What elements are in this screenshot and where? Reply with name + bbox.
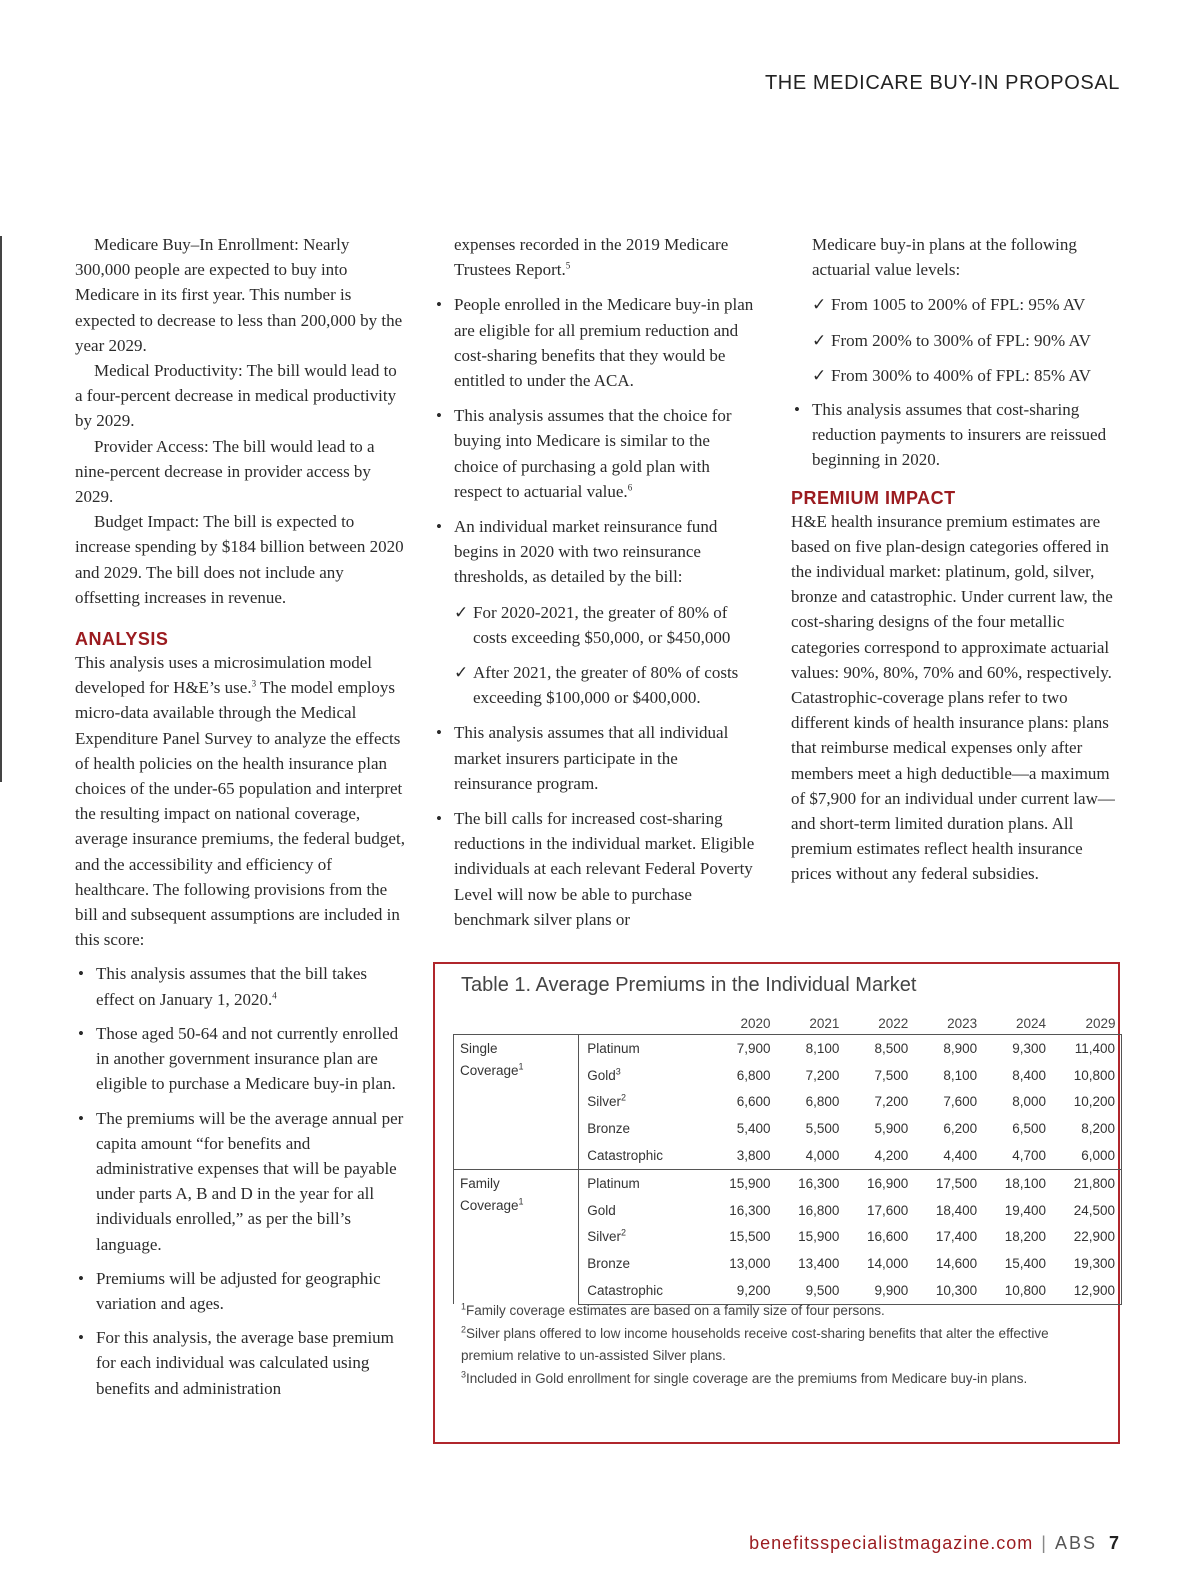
assumptions-list-end	[791, 397, 1121, 473]
footnote: $^1$Family coverage estimates are based on a family size of four persons.	[461, 1301, 885, 1318]
enrollment-paragraph: Medicare Buy–In Enrollment: Nearly 300,000 people are expected to buy into Medicare in its first year. This number is expected to decrease to less than 200,000 by the year 2029.	[75, 235, 403, 355]
premium-cell: 17,600	[866, 1202, 909, 1218]
premium-cell: 17,500	[914, 1169, 983, 1196]
premium-cell: 6,500	[1012, 1121, 1047, 1137]
premium-cell: 8,400	[1012, 1067, 1047, 1083]
premium-cell: 17,400	[935, 1229, 978, 1245]
premium-impact-heading: PREMIUM IMPACT	[791, 487, 956, 508]
page-header-title: THE MEDICARE BUY-IN PROPOSAL	[764, 72, 1120, 94]
premium-cell: 5,500	[805, 1121, 840, 1137]
plan-type: Bronze	[587, 1121, 631, 1137]
list-item: • This analysis assumes that the choice for buying into Medicare is similar to the choice of purchasing a gold plan with respect to actuarial value.$^6$	[433, 403, 758, 504]
premium-cell: 22,900	[1052, 1224, 1121, 1251]
year-header: 2022	[878, 1015, 909, 1031]
premium-cell: 15,900	[798, 1229, 840, 1245]
premium-cell: 18,200	[1004, 1229, 1047, 1245]
premium-cell: 5,400	[736, 1121, 771, 1137]
year-header: 2021	[809, 1015, 840, 1031]
year-header: 2029	[1085, 1015, 1116, 1031]
list-item: • The bill calls for increased cost-sharing reductions in the individual market. Eligible individuals at each relevant Federal Poverty Level will now be able to purchase benchmark silver plans or	[433, 806, 758, 932]
footer-publication: ABS	[1054, 1533, 1097, 1553]
premium-cell: 8,500	[845, 1035, 914, 1062]
table-row	[454, 1169, 1122, 1196]
plan-type: Silver$^2$	[587, 1227, 627, 1245]
premiums-table	[453, 1012, 1122, 1305]
premium-cell: 19,300	[1052, 1250, 1121, 1277]
premium-cell: 16,300	[777, 1169, 846, 1196]
check-mark-icon: ✓	[454, 602, 469, 622]
premium-cell: 15,900	[708, 1169, 777, 1196]
premium-cell: 14,600	[935, 1256, 978, 1272]
premium-cell: 13,400	[798, 1256, 840, 1272]
list-item: • For this analysis, the average base premium for each individual was calculated using benefits and administration	[75, 1325, 407, 1401]
check-mark-icon: ✓	[812, 330, 827, 350]
check-mark-icon: ✓	[454, 663, 469, 683]
premium-cell: 6,200	[943, 1121, 978, 1137]
premiums-table-box	[433, 962, 1120, 1444]
page-number: 7	[1108, 1533, 1120, 1553]
premium-cell: 7,200	[805, 1067, 840, 1083]
list-item: • This analysis assumes that cost-sharing reduction payments to insurers are reissued beginning in 2020.	[791, 397, 1121, 473]
premium-cell: 9,300	[983, 1035, 1052, 1062]
plan-type: Gold$^3$	[587, 1066, 621, 1083]
premium-cell: 7,600	[943, 1094, 978, 1110]
premium-cell: 24,500	[1052, 1197, 1121, 1224]
premium-cell: 16,900	[845, 1169, 914, 1196]
check-item: ✓ From 200% to 300% of FPL: 90% AV	[812, 328, 1121, 353]
column-1	[75, 232, 407, 1401]
assumptions-list	[75, 961, 407, 1400]
column-3	[791, 232, 1121, 887]
premium-cell: 15,500	[729, 1229, 771, 1245]
premium-cell: 14,000	[866, 1256, 909, 1272]
premium-cell: 6,600	[736, 1094, 771, 1110]
premium-cell: 4,400	[943, 1148, 978, 1164]
plan-type: Platinum	[579, 1169, 708, 1196]
premium-cell: 4,200	[874, 1148, 909, 1164]
table-footnotes	[461, 1300, 1101, 1390]
check-item: ✓ After 2021, the greater of 80% of costs exceeding $100,000 or $400,000.	[454, 660, 758, 710]
premium-cell: 19,400	[1004, 1202, 1047, 1218]
footnote: $^2$Silver plans offered to low income households receive cost-sharing benefits that alter the effective premium relative to un-assisted Silver plans.	[461, 1324, 1049, 1363]
premium-cell: 10,300	[914, 1277, 983, 1304]
plan-type: Bronze	[587, 1256, 631, 1272]
list-item: • This analysis assumes that all individual market insurers participate in the reinsurance program.	[433, 720, 758, 796]
premium-impact-paragraph: H&E health insurance premium estimates are based on five plan-design categories offered in the individual market: platinum, gold, silver, bronze and catastrophic. Under current law, the cost-sharing designs of the four metallic categories correspond to approximate actuarial values: 90%, 80%, 70% and 60%, respectively. Catastrophic-coverage plans refer to two different kinds of health insurance plans: plans that reimburse medical expenses only after members meet a high deductible—a maximum of $7,900 for an individual under current law—and short-term limited duration plans. All premium estimates reflect health insurance prices without any federal subsidies.	[791, 511, 1115, 884]
premium-cell: 4,700	[1012, 1148, 1047, 1164]
assumptions-list-continued	[433, 292, 758, 932]
check-mark-icon: ✓	[812, 295, 827, 315]
year-header: 2023	[947, 1015, 978, 1031]
premium-cell: 21,800	[1052, 1169, 1121, 1196]
premium-cell: 6,800	[736, 1067, 771, 1083]
premium-cell: 7,200	[874, 1094, 909, 1110]
plan-type: Platinum	[579, 1035, 708, 1062]
check-mark-icon: ✓	[812, 365, 827, 385]
premium-cell: 18,100	[983, 1169, 1052, 1196]
list-item: • An individual market reinsurance fund begins in 2020 with two reinsurance thresholds, as detailed by the bill: ✓ For 2020-2021, the greater of 80% of costs exceeding $50,000, or $450,000 ✓ After 2021, the greater of 80% of costs exceeding $100,000 or $400,000.	[433, 514, 758, 710]
provider-access-paragraph: Provider Access: The bill would lead to a nine-percent decrease in provider access by 2029.	[75, 436, 375, 507]
actuarial-value-list	[791, 292, 1121, 388]
premium-cell: 8,100	[943, 1067, 978, 1083]
premium-cell: 8,100	[777, 1035, 846, 1062]
premium-cell: 7,900	[708, 1035, 777, 1062]
premium-cell: 9,900	[845, 1277, 914, 1304]
premium-cell: 16,800	[798, 1202, 840, 1218]
table-header-blank	[579, 1012, 708, 1035]
footnote: $^3$Included in Gold enrollment for single coverage are the premiums from Medicare buy-in plans.	[461, 1369, 1028, 1386]
left-margin-rule	[0, 236, 2, 782]
analysis-heading: ANALYSIS	[75, 629, 169, 650]
premium-cell: 9,500	[777, 1277, 846, 1304]
premium-cell: 9,200	[708, 1277, 777, 1304]
budget-impact-paragraph: Budget Impact: The bill is expected to increase spending by $184 billion between 2020 and 2029. The bill does not include any offsetting increases in revenue.	[75, 512, 404, 607]
premium-cell: 8,900	[914, 1035, 983, 1062]
plan-type: Silver$^2$	[587, 1092, 627, 1110]
premium-cell: 4,000	[805, 1148, 840, 1164]
premium-cell: 18,400	[935, 1202, 978, 1218]
table-header-blank	[454, 1012, 579, 1035]
continued-paragraph: expenses recorded in the 2019 Medicare Trustees Report.$^5$	[454, 235, 729, 280]
continued-paragraph: Medicare buy-in plans at the following actuarial value levels:	[812, 235, 1077, 280]
productivity-paragraph: Medical Productivity: The bill would lead to a four-percent decrease in medical productivity by 2029.	[75, 361, 397, 431]
table-row	[454, 1035, 1122, 1062]
premium-cell: 8,200	[1052, 1115, 1121, 1142]
premium-cell: 12,900	[1052, 1277, 1121, 1304]
check-item: ✓ From 1005 to 200% of FPL: 95% AV	[812, 292, 1121, 317]
footer-separator: |	[1041, 1533, 1047, 1553]
footer-site: benefitsspecialistmagazine.com	[749, 1533, 1034, 1553]
premium-cell: 16,300	[729, 1202, 771, 1218]
plan-type: Catastrophic	[587, 1148, 664, 1164]
premium-cell: 6,800	[805, 1094, 840, 1110]
check-item: ✓ For 2020-2021, the greater of 80% of costs exceeding $50,000, or $450,000	[454, 600, 758, 650]
premium-cell: 10,800	[983, 1277, 1052, 1304]
page-footer	[749, 1533, 1120, 1554]
list-item: • People enrolled in the Medicare buy-in plan are eligible for all premium reduction and cost-sharing benefits that they would be entitled to under the ACA.	[433, 292, 758, 393]
premium-cell: 10,800	[1052, 1062, 1121, 1089]
list-item: • Those aged 50-64 and not currently enrolled in another government insurance plan are eligible to purchase a Medicare buy-in plan.	[75, 1021, 407, 1097]
list-item: • This analysis assumes that the bill takes effect on January 1, 2020.$^4$	[75, 961, 407, 1011]
premium-cell: 11,400	[1052, 1035, 1121, 1062]
reinsurance-thresholds-list	[454, 600, 758, 711]
single-coverage-label: Single Coverage$^1$	[454, 1035, 579, 1170]
premium-cell: 16,600	[866, 1229, 909, 1245]
table-title: Table 1. Average Premiums in the Individual Market	[461, 974, 917, 996]
premium-cell: 3,800	[736, 1148, 771, 1164]
year-header: 2024	[1015, 1015, 1047, 1031]
premium-cell: 6,000	[1052, 1142, 1121, 1169]
list-item: • The premiums will be the average annual per capita amount “for benefits and administrative expenses that will be payable under parts A, B and D in the year for all individuals enrolled,” as per the bill’s language.	[75, 1106, 407, 1257]
plan-type: Gold	[587, 1202, 616, 1218]
premium-cell: 7,500	[874, 1067, 909, 1083]
analysis-paragraph: This analysis uses a microsimulation model developed for H&E’s use.$^3$ The model employs micro-data available through the Medical Expenditure Panel Survey to analyze the effects of health policies on the health insurance plan choices of the under-65 population and interpret the resulting impact on national coverage, average insurance premiums, the federal budget, and the accessibility and efficiency of healthcare. The following provisions from the bill and subsequent assumptions are included in this score:	[75, 653, 405, 950]
column-2	[433, 232, 758, 932]
family-coverage-label: Family Coverage$^1$	[454, 1169, 579, 1304]
premium-cell: 8,000	[1012, 1094, 1047, 1110]
premium-cell: 10,200	[1052, 1089, 1121, 1116]
check-item: ✓ From 300% to 400% of FPL: 85% AV	[812, 363, 1121, 388]
premium-cell: 5,900	[874, 1121, 909, 1137]
premium-cell: 13,000	[729, 1256, 771, 1272]
plan-type: Catastrophic	[579, 1277, 708, 1304]
list-item: • Premiums will be adjusted for geographic variation and ages.	[75, 1266, 407, 1316]
year-header: 2020	[740, 1015, 771, 1031]
premium-cell: 15,400	[1004, 1256, 1047, 1272]
